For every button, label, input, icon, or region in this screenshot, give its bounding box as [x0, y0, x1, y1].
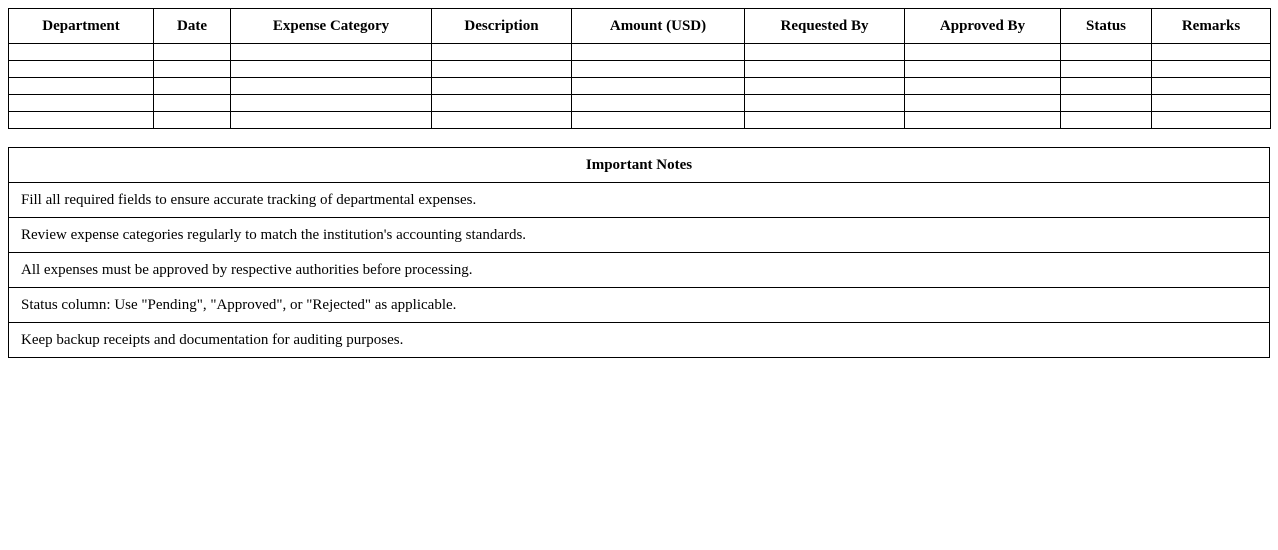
table-cell[interactable] [1061, 78, 1152, 95]
table-cell[interactable] [231, 61, 432, 78]
table-row [9, 95, 1271, 112]
table-cell[interactable] [432, 78, 572, 95]
table-cell[interactable] [154, 78, 231, 95]
expense-table-header-row [9, 9, 1271, 44]
notes-row [9, 323, 1270, 358]
table-cell[interactable] [1152, 112, 1271, 129]
table-cell[interactable] [745, 112, 905, 129]
table-cell[interactable] [432, 44, 572, 61]
table-cell[interactable] [231, 112, 432, 129]
header-date: Date [154, 9, 231, 44]
header-approved-by: Approved By [905, 9, 1061, 44]
table-cell[interactable] [154, 61, 231, 78]
table-cell[interactable] [572, 61, 745, 78]
table-cell[interactable] [572, 95, 745, 112]
table-cell[interactable] [745, 95, 905, 112]
table-cell[interactable] [572, 44, 745, 61]
table-cell[interactable] [432, 95, 572, 112]
table-cell[interactable] [154, 44, 231, 61]
table-cell[interactable] [1061, 95, 1152, 112]
table-row [9, 44, 1271, 61]
table-cell[interactable] [905, 44, 1061, 61]
table-cell[interactable] [1061, 112, 1152, 129]
table-cell[interactable] [905, 61, 1061, 78]
header-expense-category: Expense Category [231, 9, 432, 44]
note-item: Status column: Use "Pending", "Approved", or "Rejected" as applicable. [9, 288, 1270, 323]
table-cell[interactable] [572, 78, 745, 95]
table-cell[interactable] [9, 112, 154, 129]
note-item: Review expense categories regularly to match the institution's accounting standards. [9, 218, 1270, 253]
note-item: Fill all required fields to ensure accurate tracking of departmental expenses. [9, 183, 1270, 218]
expense-table [8, 8, 1271, 129]
header-status: Status [1061, 9, 1152, 44]
table-cell[interactable] [154, 112, 231, 129]
table-cell[interactable] [9, 95, 154, 112]
notes-row [9, 253, 1270, 288]
table-cell[interactable] [231, 95, 432, 112]
table-cell[interactable] [1061, 44, 1152, 61]
note-item: Keep backup receipts and documentation for auditing purposes. [9, 323, 1270, 358]
table-cell[interactable] [9, 78, 154, 95]
table-cell[interactable] [1152, 44, 1271, 61]
table-cell[interactable] [572, 112, 745, 129]
table-cell[interactable] [745, 44, 905, 61]
table-cell[interactable] [432, 112, 572, 129]
table-cell[interactable] [1152, 61, 1271, 78]
table-cell[interactable] [231, 78, 432, 95]
table-cell[interactable] [9, 44, 154, 61]
table-row [9, 61, 1271, 78]
table-cell[interactable] [1061, 61, 1152, 78]
header-requested-by: Requested By [745, 9, 905, 44]
notes-row [9, 288, 1270, 323]
table-cell[interactable] [745, 61, 905, 78]
table-cell[interactable] [905, 95, 1061, 112]
notes-title: Important Notes [9, 148, 1270, 183]
notes-row [9, 183, 1270, 218]
note-item: All expenses must be approved by respective authorities before processing. [9, 253, 1270, 288]
important-notes-table [8, 147, 1270, 358]
notes-row [9, 218, 1270, 253]
table-cell[interactable] [1152, 78, 1271, 95]
header-department: Department [9, 9, 154, 44]
notes-header-row [9, 148, 1270, 183]
header-remarks: Remarks [1152, 9, 1271, 44]
table-row [9, 78, 1271, 95]
table-cell[interactable] [1152, 95, 1271, 112]
table-cell[interactable] [154, 95, 231, 112]
table-row [9, 112, 1271, 129]
table-cell[interactable] [905, 112, 1061, 129]
header-amount: Amount (USD) [572, 9, 745, 44]
header-description: Description [432, 9, 572, 44]
table-cell[interactable] [905, 78, 1061, 95]
table-cell[interactable] [432, 61, 572, 78]
table-cell[interactable] [9, 61, 154, 78]
table-cell[interactable] [231, 44, 432, 61]
table-cell[interactable] [745, 78, 905, 95]
